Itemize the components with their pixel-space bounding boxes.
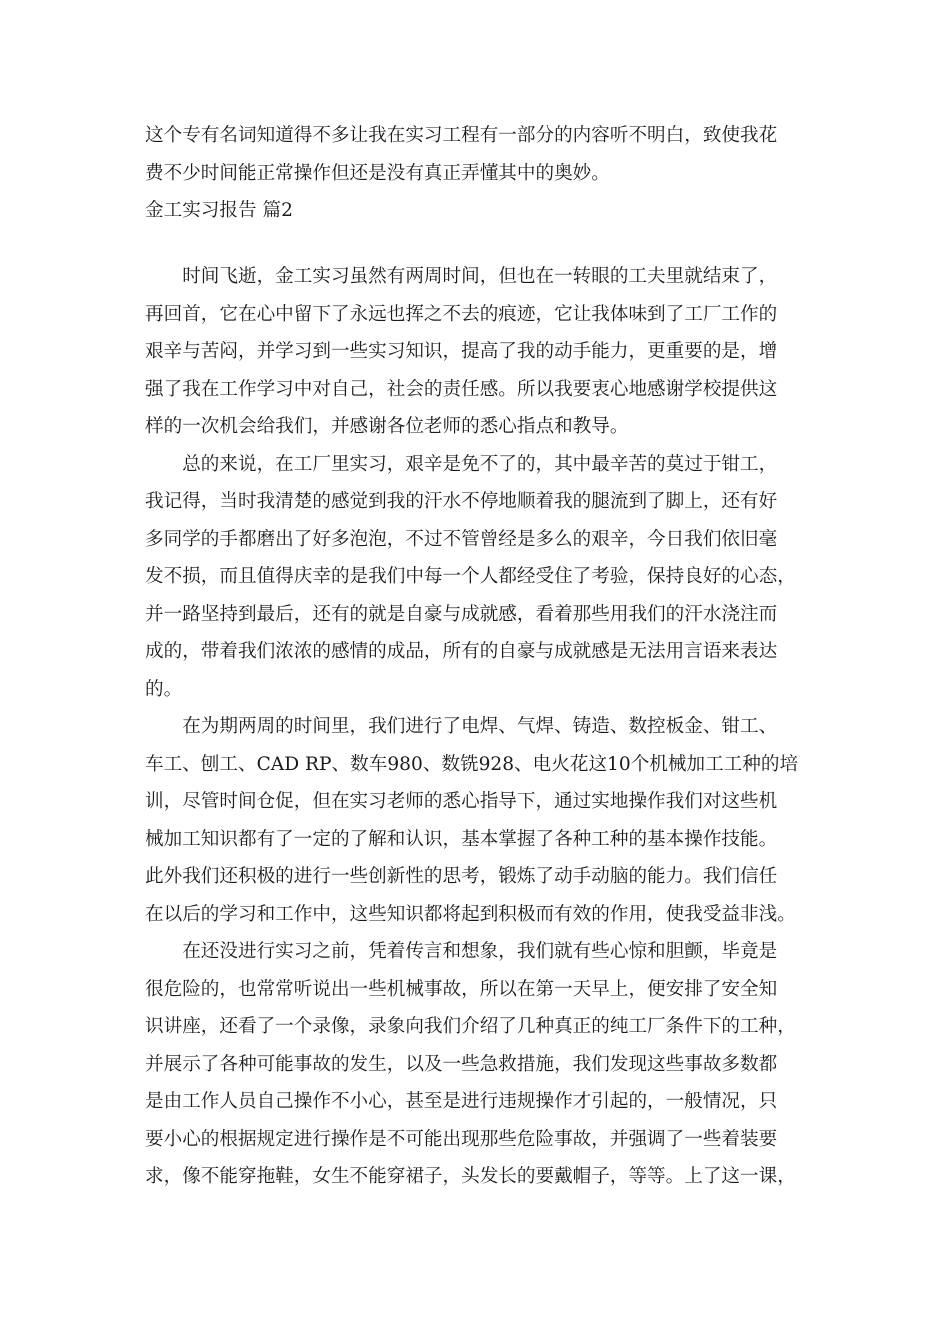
section-heading: 金工实习报告 篇2 <box>145 200 293 221</box>
text-line: 成的，带着我们浓浓的感情的成品，所有的自豪与成就感是无法用言语来表达 <box>145 641 778 662</box>
text-line: 强了我在工作学习中对自己，社会的责任感。所以我要衷心地感谢学校提供这 <box>145 379 778 400</box>
text-line: 很危险的，也常常听说出一些机械事故，所以在第一天早上，便安排了安全知 <box>145 979 778 1000</box>
text-line: 训，尽管时间仓促，但在实习老师的悉心指导下，通过实地操作我们对这些机 <box>145 791 778 812</box>
text-line: 在为期两周的时间里，我们进行了电焊、气焊、铸造、数控板金、钳工、 <box>145 716 778 737</box>
text-line: 发不损，而且值得庆幸的是我们中每一个人都经受住了考验，保持良好的心态， <box>145 566 796 587</box>
text-line: 识讲座，还看了一个录像，录象向我们介绍了几种真正的纯工厂条件下的工种， <box>145 1016 796 1037</box>
text-line: 费不少时间能正常操作但还是没有真正弄懂其中的奥妙。 <box>145 163 610 184</box>
text-line: 在还没进行实习之前，凭着传言和想象，我们就有些心惊和胆颤，毕竟是 <box>145 941 778 962</box>
text-line: 多同学的手都磨出了好多泡泡，不过不管曾经是多么的艰辛，今日我们依旧毫 <box>145 529 778 550</box>
text-line: 求，像不能穿拖鞋，女生不能穿裙子，头发长的要戴帽子，等等。上了这一课， <box>145 1166 796 1187</box>
text-line: 我记得，当时我清楚的感觉到我的汗水不停地顺着我的腿流到了脚上，还有好 <box>145 491 778 512</box>
text-line: 并展示了各种可能事故的发生，以及一些急救措施，我们发现这些事故多数都 <box>145 1054 778 1075</box>
text-line: 总的来说，在工厂里实习，艰辛是免不了的，其中最辛苦的莫过于钳工， <box>145 454 778 475</box>
text-line: 并一路坚持到最后，还有的就是自豪与成就感，看着那些用我们的汗水浇注而 <box>145 604 778 625</box>
text-line: 的。 <box>145 679 183 700</box>
text-line: 要小心的根据规定进行操作是不可能出现那些危险事故，并强调了一些着装要 <box>145 1129 778 1150</box>
text-line: 时间飞逝，金工实习虽然有两周时间，但也在一转眼的工夫里就结束了， <box>145 266 778 287</box>
text-line: 样的一次机会给我们，并感谢各位老师的悉心指点和教导。 <box>145 416 629 437</box>
text-line: 械加工知识都有了一定的了解和认识，基本掌握了各种工种的基本操作技能。 <box>145 829 778 850</box>
text-line: 此外我们还积极的进行一些创新性的思考，锻炼了动手动脑的能力。我们信任 <box>145 866 778 887</box>
text-line: 在以后的学习和工作中，这些知识都将起到积极而有效的作用，使我受益非浅。 <box>145 904 796 925</box>
text-line: 再回首，它在心中留下了永远也挥之不去的痕迹，它让我体味到了工厂工作的 <box>145 304 778 325</box>
text-line: 这个专有名词知道得不多让我在实习工程有一部分的内容听不明白，致使我花 <box>145 125 778 146</box>
text-line: 艰辛与苦闷，并学习到一些实习知识，提高了我的动手能力，更重要的是，增 <box>145 341 778 362</box>
text-line: 车工、刨工、CAD RP、数车980、数铣928、电火花这10个机械加工工种的培 <box>145 754 799 775</box>
text-line: 是由工作人员自己操作不小心，甚至是进行违规操作才引起的，一般情况，只 <box>145 1091 778 1112</box>
